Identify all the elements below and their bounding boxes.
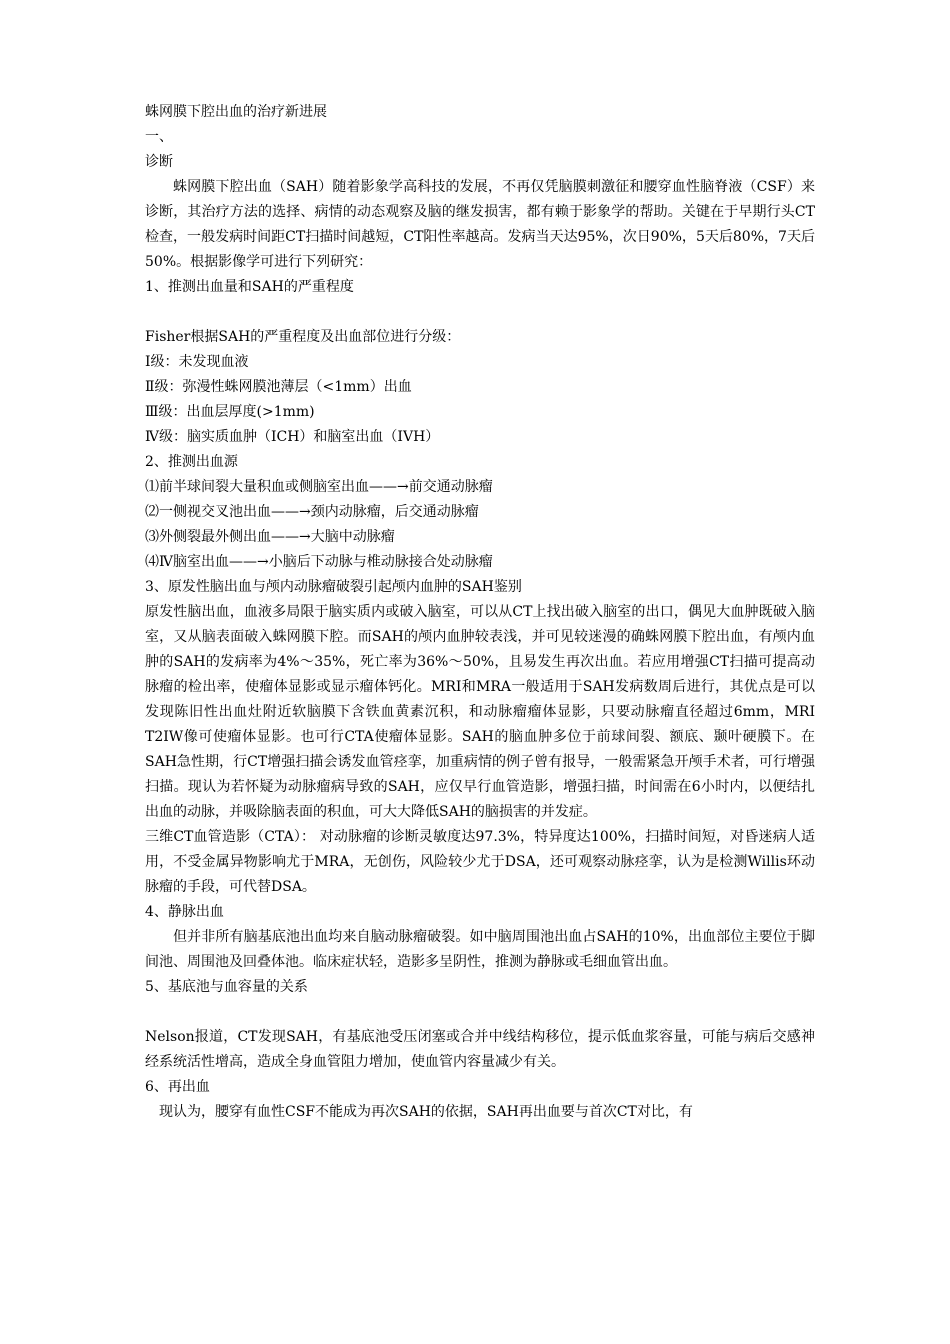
document-page — [145, 100, 815, 1125]
subheading-3: 3、原发性脑出血与颅内动脉瘤破裂引起颅内血肿的SAH鉴别 — [145, 579, 522, 595]
subheading-5: 5、基底池与血容量的关系 — [145, 979, 308, 995]
blank-line — [145, 300, 815, 325]
source-item: ⑴前半球间裂大量积血或侧脑室出血——→前交通动脉瘤 — [145, 479, 493, 495]
paragraph-rebleed: 现认为，腰穿有血性CSF不能成为再次SAH的依据，SAH再出血要与首次CT对比，有 — [159, 1104, 693, 1120]
subheading-1: 1、推测出血量和SAH的严重程度 — [145, 279, 354, 295]
source-item: ⑷Ⅳ脑室出血——→小脑后下动脉与椎动脉接合处动脉瘤 — [145, 554, 493, 570]
document-title: 蛛网膜下腔出血的治疗新进展 — [145, 104, 327, 120]
paragraph-venous: 但并非所有脑基底池出血均来自脑动脉瘤破裂。如中脑周围池出血占SAH的10%，出血部位主要位于脚间池、周围池及回叠体池。临床症状轻，造影多呈阴性，推测为静脉或毛细血管出血。 — [145, 929, 815, 970]
intro-paragraph: 蛛网膜下腔出血（SAH）随着影象学高科技的发展，不再仅凭脑膜刺激征和腰穿血性脑脊液（CSF）来诊断，其治疗方法的选择、病情的动态观察及脑的继发损害，都有赖于影象学的帮助。关键在于早期行头CT检查，一般发病时间距CT扫描时间越短，CT阳性率越高。发病当天达95%，次日90%，5天后80%，7天后50%。根据影像学可进行下列研究： — [145, 179, 815, 270]
paragraph-nelson: Nelson报道，CT发现SAH，有基底池受压闭塞或合并中线结构移位，提示低血浆容量，可能与病后交感神经系统活性增高，造成全身血管阻力增加，使血管内容量减少有关。 — [145, 1029, 815, 1070]
section-number: 一、 — [145, 129, 173, 145]
subheading-6: 6、再出血 — [145, 1079, 210, 1095]
subheading-2: 2、推测出血源 — [145, 454, 238, 470]
subheading-4: 4、静脉出血 — [145, 904, 224, 920]
section-heading-diagnosis: 诊断 — [145, 154, 173, 170]
source-item: ⑶外侧裂最外侧出血——→大脑中动脉瘤 — [145, 529, 395, 545]
paragraph-cta: 三维CT血管造影（CTA）： 对动脉瘤的诊断灵敏度达97.3%，特异度达100%，扫描时间短，对昏迷病人适用，不受金属异物影响尤于MRA，无创伤，风险较少尤于DSA，还可观察动脉痉挛，认为是检测Willis环动脉瘤的手段，可代替DSA。 — [145, 829, 815, 895]
grade-item: Ⅱ级：弥漫性蛛网膜池薄层（<1mm）出血 — [145, 379, 412, 395]
fisher-intro: Fisher根据SAH的严重程度及出血部位进行分级： — [145, 329, 461, 345]
grade-item: Ⅰ级：未发现血液 — [145, 354, 249, 370]
blank-line — [145, 1000, 815, 1025]
source-item: ⑵一侧视交叉池出血——→颈内动脉瘤，后交通动脉瘤 — [145, 504, 479, 520]
paragraph-differential: 原发性脑出血，血液多局限于脑实质内或破入脑室，可以从CT上找出破入脑室的出口，偶见大血肿既破入脑室，又从脑表面破入蛛网膜下腔。而SAH的颅内血肿较表浅，并可见较迷漫的确蛛网膜下腔出血，有颅内血肿的SAH的发病率为4%～35%，死亡率为36%～50%，且易发生再次出血。若应用增强CT扫描可提高动脉瘤的检出率，使瘤体显影或显示瘤体钙化。MRI和MRA一般适用于SAH发病数周后进行，其优点是可以发现陈旧性出血灶附近软脑膜下含铁血黄素沉积，和动脉瘤瘤体显影，只要动脉瘤直径超过6mm，MRI T2IW像可使瘤体显影。也可行CTA使瘤体显影。SAH的脑血肿多位于前球间裂、额底、颞叶硬膜下。在SAH急性期，行CT增强扫描会诱发血管痉挛，加重病情的例子曾有报导，一般需紧急开颅手术者，可行增强扫描。现认为若怀疑为动脉瘤病导致的SAH，应仅早行血管造影，增强扫描，时间需在6小时内，以便结扎出血的动脉，并吸除脑表面的积血，可大大降低SAH的脑损害的并发症。 — [145, 604, 815, 820]
grade-item: Ⅲ级：出血层厚度(>1mm) — [145, 404, 315, 420]
grade-item: Ⅳ级：脑实质血肿（ICH）和脑室出血（IVH） — [145, 429, 440, 445]
